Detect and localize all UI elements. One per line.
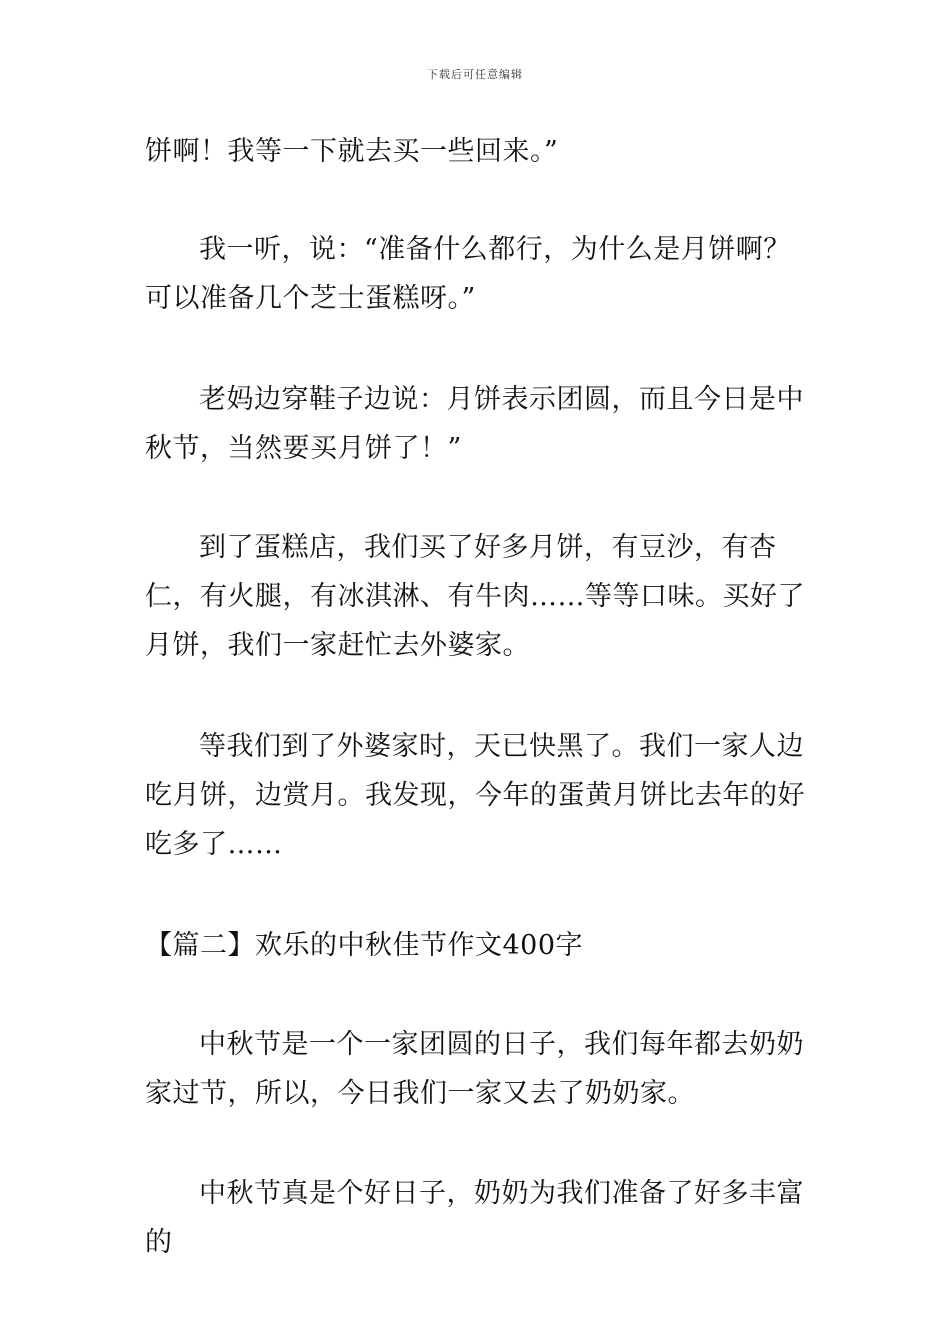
paragraph: 到了蛋糕店，我们买了好多月饼，有豆沙，有杏仁，有火腿，有冰淇淋、有牛肉……等等口味。买好了月饼，我们一家赶忙去外婆家。 bbox=[145, 532, 805, 661]
section-heading: 【篇二】欢乐的中秋佳节作文400字 bbox=[145, 930, 584, 961]
paragraph: 中秋节真是个好日子，奶奶为我们准备了好多丰富的 bbox=[145, 1178, 804, 1258]
paragraph: 等我们到了外婆家时，天已快黑了。我们一家人边吃月饼，边赏月。我发现，今年的蛋黄月饼比去年的好吃多了…… bbox=[145, 731, 805, 860]
page-header-note: 下载后可任意编辑 bbox=[427, 68, 523, 81]
paragraph: 我一听，说：“准备什么都行，为什么是月饼啊？可以准备几个芝士蛋糕呀。” bbox=[145, 234, 791, 314]
paragraph: 中秋节是一个一家团圆的日子，我们每年都去奶奶家过节，所以，今日我们一家又去了奶奶家。 bbox=[145, 1029, 804, 1109]
paragraph: 老妈边穿鞋子边说：月饼表示团圆，而且今日是中秋节，当然要买月饼了！” bbox=[145, 384, 804, 464]
paragraph-continuation: 饼啊！我等一下就去买一些回来。” bbox=[145, 136, 559, 167]
